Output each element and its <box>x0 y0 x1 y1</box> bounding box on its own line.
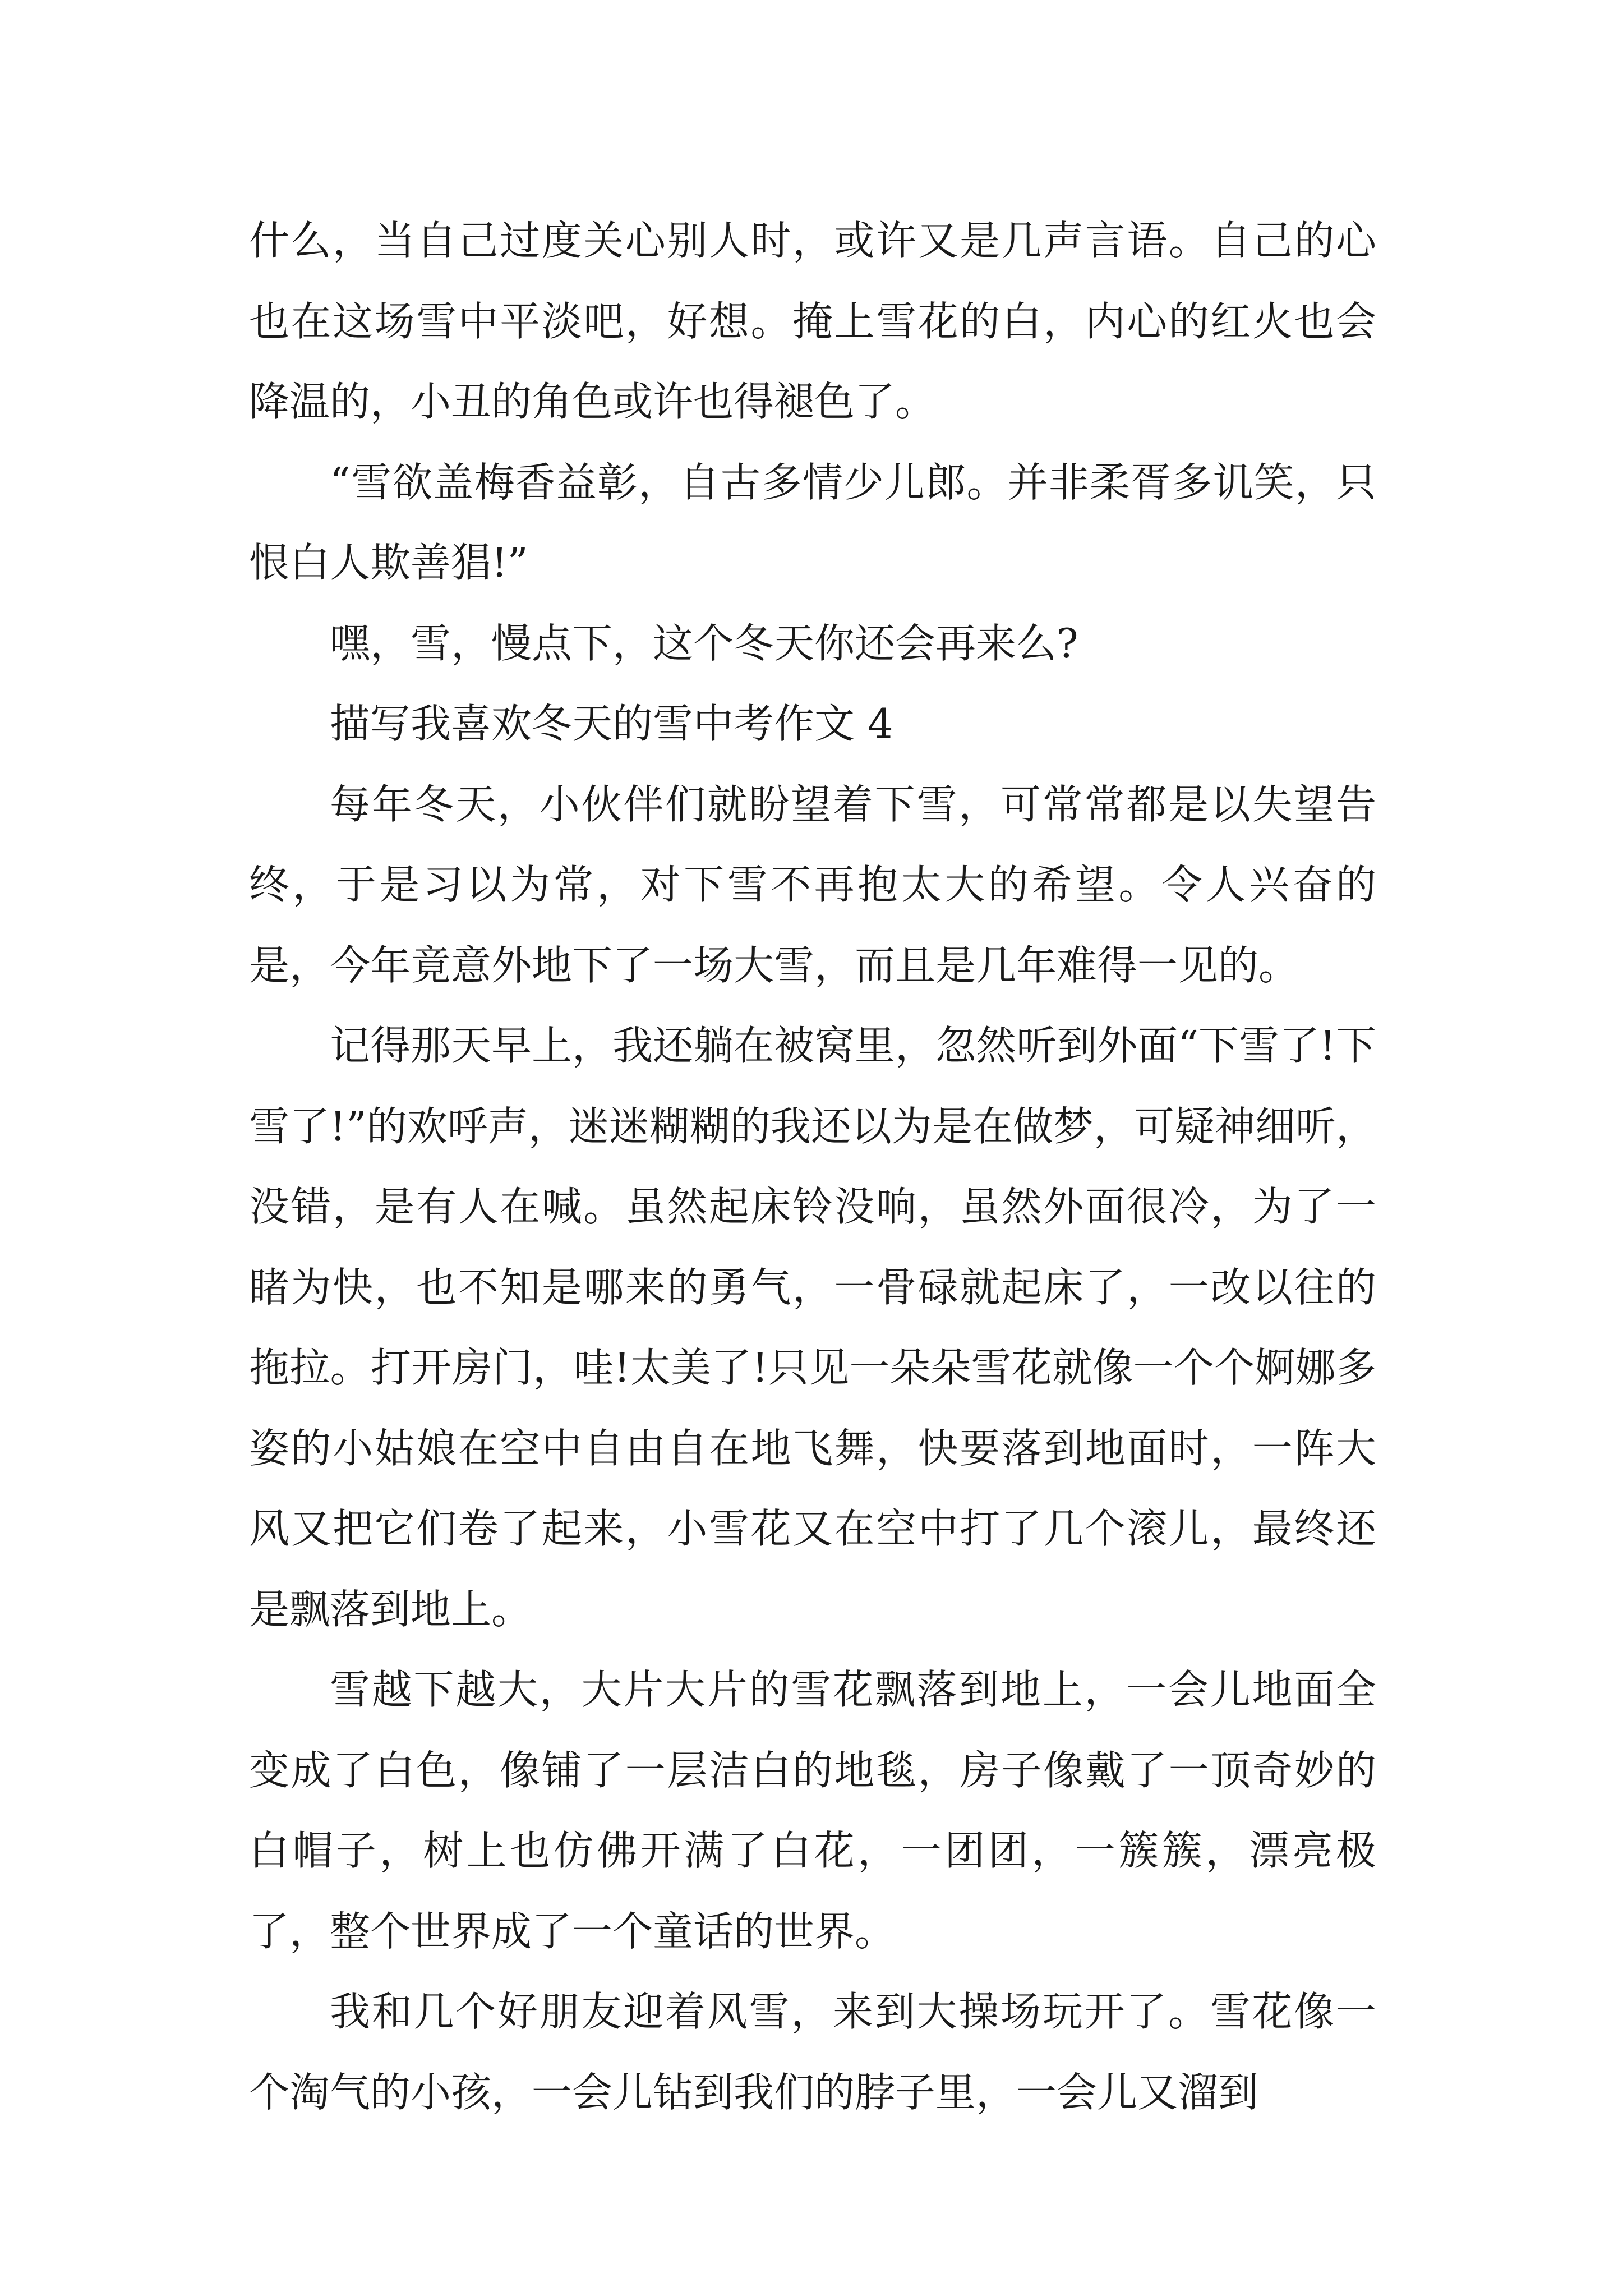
paragraph-continued: 什么，当自己过度关心别人时，或许又是几声言语。自己的心也在这场雪中平淡吧，好想。掩上雪花的白，内心的红火也会降温的，小丑的角色或许也得褪色了。 <box>249 217 1376 425</box>
paragraph-snowfall: 雪越下越大，大片大片的雪花飘落到地上，一会儿地面全变成了白色，像铺了一层洁白的地毯，房子像戴了一顶奇妙的白帽子，树上也仿佛开满了白花，一团团，一簇簇，漂亮极了，整个世界成了一个童话的世界。 <box>249 1666 1376 1955</box>
paragraph-playground: 我和几个好朋友迎着风雪，来到大操场玩开了。雪花像一个淘气的小孩，一会儿钻到我们的脖子里，一会儿又溜到 <box>249 1988 1376 2116</box>
paragraph-closing: 嘿，雪，慢点下，这个冬天你还会再来么? <box>330 619 1078 667</box>
paragraph-morning: 记得那天早上，我还躺在被窝里，忽然听到外面“下雪了!下雪了!”的欢呼声，迷迷糊糊的我还以为是在做梦，可疑神细听，没错，是有人在喊。虽然起床铃没响，虽然外面很冷，为了一睹为快，也不知是哪来的勇气，一骨碌就起床了，一改以往的拖拉。打开房门，哇!太美了!只见一朵朵雪花就像一个个婀娜多姿的小姑娘在空中自由自在地飞舞，快要落到地面时，一阵大风又把它们卷了起来，小雪花又在空中打了几个滚儿，最终还是飘落到地上。 <box>249 1022 1376 1633</box>
body-text <box>249 201 1376 2133</box>
paragraph-intro: 每年冬天，小伙伴们就盼望着下雪，可常常都是以失望告终，于是习以为常，对下雪不再抱太大的希望。令人兴奋的是，今年竟意外地下了一场大雪，而且是几年难得一见的。 <box>249 780 1376 989</box>
section-heading: 描写我喜欢冬天的雪中考作文 4 <box>330 700 893 747</box>
paragraph-poem: “雪欲盖梅香益彰，自古多情少儿郎。并非柔胥多讥笑，只恨白人欺善猖!” <box>249 458 1376 586</box>
